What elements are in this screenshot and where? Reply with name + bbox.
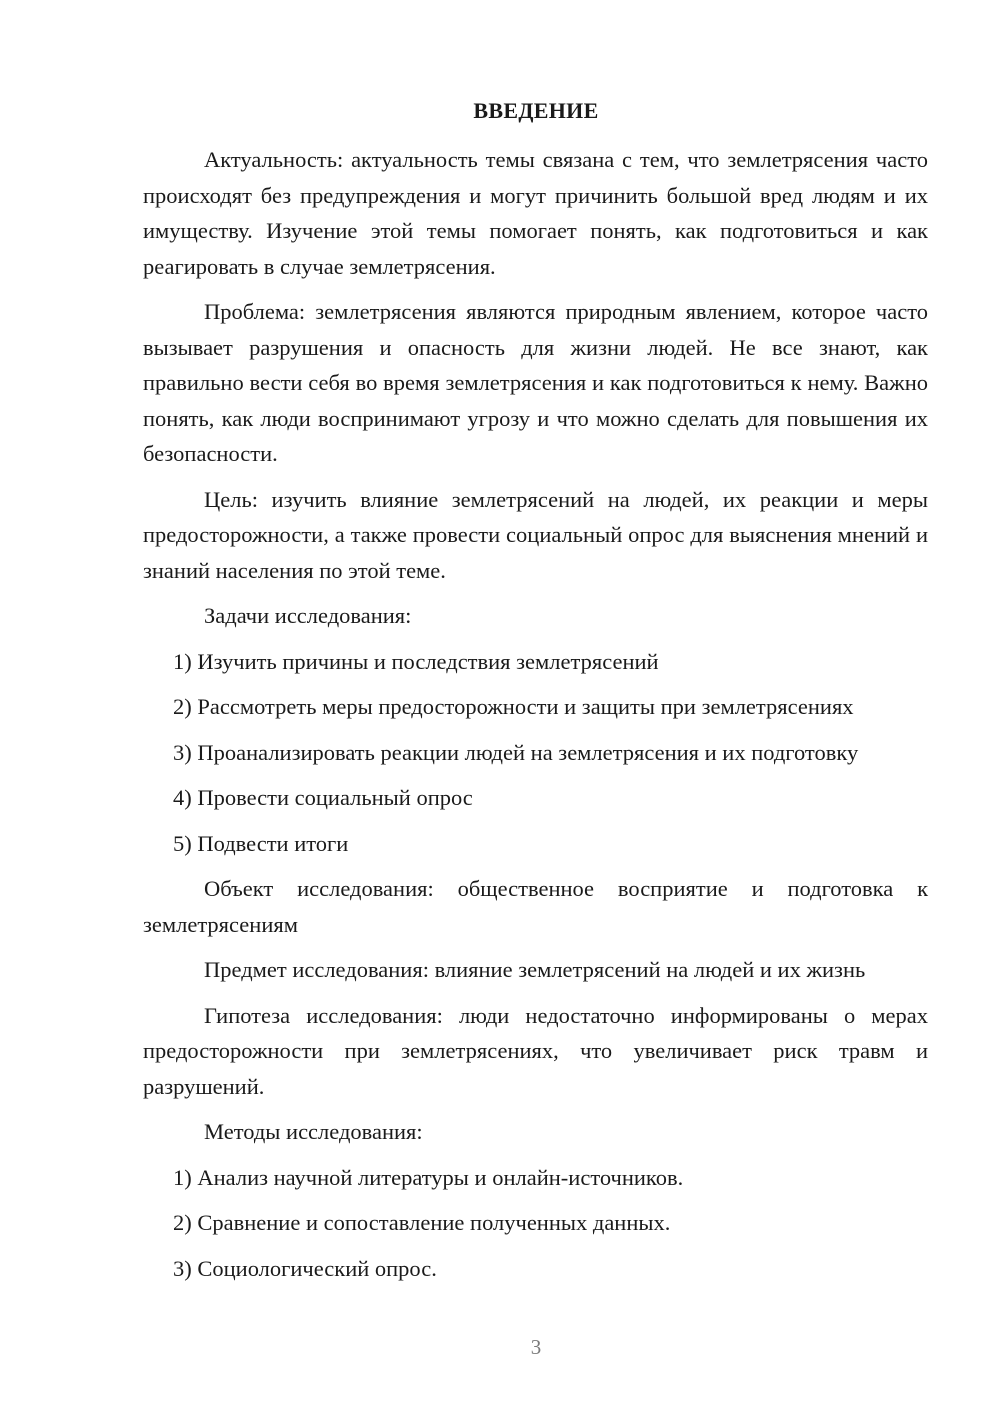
task-item: 4) Провести социальный опрос [173, 785, 473, 810]
relevance-paragraph: Актуальность: актуальность темы связана с тем, что землетрясения часто происходят без предупреждения и могут причинить большой вред людям и их имуществу. Изучение этой темы помогает понять, как подготовиться и как реагировать в случае землетрясения. [143, 147, 928, 279]
object-paragraph: Объект исследования: общественное восприятие и подготовка к землетрясениям [143, 876, 928, 937]
method-item: 3) Социологический опрос. [173, 1255, 437, 1281]
tasks-heading: Задачи исследования: [204, 603, 412, 628]
task-item: 1) Изучить причины и последствия землетрясений [173, 648, 659, 674]
document-body [143, 142, 928, 1296]
page-title: ВВЕДЕНИЕ [473, 98, 599, 123]
hypothesis-paragraph: Гипотеза исследования: люди недостаточно информированы о мерах предосторожности при землетрясениях, что увеличивает риск травм и разрушений. [143, 1002, 928, 1099]
method-item: 2) Сравнение и сопоставление полученных данных. [173, 1210, 671, 1235]
method-item: 1) Анализ научной литературы и онлайн-источников. [173, 1164, 684, 1190]
page-number: 3 [530, 1335, 542, 1359]
task-item: 3) Проанализировать реакции людей на землетрясения и их подготовку [173, 739, 859, 765]
task-item: 5) Подвести итоги [173, 830, 349, 856]
methods-heading: Методы исследования: [204, 1119, 423, 1144]
problem-paragraph: Проблема: землетрясения являются природным явлением, которое часто вызывает разрушения и опасность для жизни людей. Не все знают, как правильно вести себя во время землетрясения и как подготовиться к нему. Важно понять, как люди воспринимают угрозу и что можно сделать для повышения их безопасности. [143, 299, 928, 466]
task-item: 2) Рассмотреть меры предосторожности и защиты при землетрясениях [173, 694, 854, 719]
goal-paragraph: Цель: изучить влияние землетрясений на людей, их реакции и меры предосторожности, а также провести социальный опрос для выяснения мнений и знаний населения по этой теме. [143, 486, 928, 583]
subject-paragraph: Предмет исследования: влияние землетрясений на людей и их жизнь [204, 957, 866, 982]
